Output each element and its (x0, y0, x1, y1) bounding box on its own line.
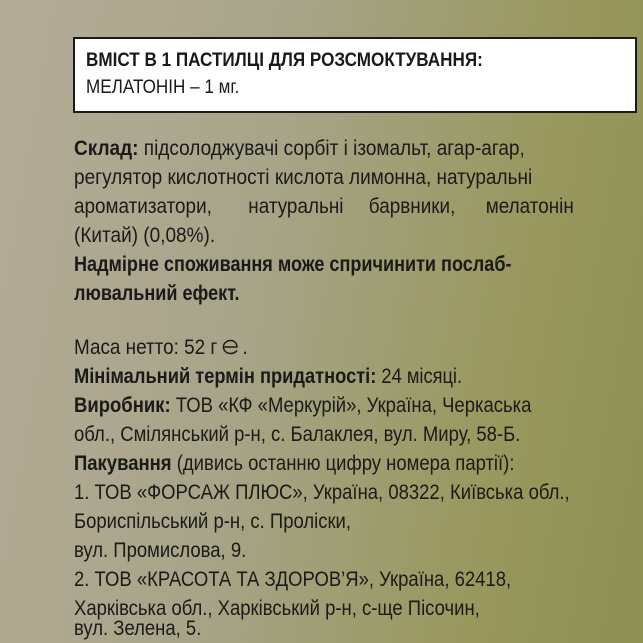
manufacturer-line-2: обл., Смілянський р-н, с. Балаклея, вул. Миру, 58-Б. (74, 423, 521, 446)
warning-line-2: лювальний ефект. (74, 282, 240, 305)
packager-1-line-3: вул. Промислова, 9. (74, 539, 247, 562)
packaging-note: (дивись останню цифру номера партії): (176, 452, 515, 475)
composition-line-2: регулятор кислотності кислота лимонна, натуральні (74, 166, 533, 189)
manufacturer-text-1: ТОВ «КФ «Меркурій», Україна, Черкаська (175, 394, 532, 417)
composition-word: натуральні (248, 195, 344, 218)
warning-line-1: Надмірне споживання може спричинити послаб- (74, 253, 512, 276)
composition-text-1: підсолоджувачі сорбіт і ізомальт, агар-агар, (143, 137, 525, 160)
composition-word: ароматизатори, (74, 195, 212, 218)
packager-2-line-3: вул. Зелена, 5. (74, 617, 202, 640)
packager-2-line-1: 2. ТОВ «КРАСОТА ТА ЗДОРОВ’Я», Україна, 62418, (74, 568, 512, 591)
net-mass-text: Маса нетто: 52 г (74, 336, 218, 359)
packager-2-line-2: Харківська обл., Харківський р-н, с-ще Пісочин, (74, 597, 480, 620)
composition-word: мелатонін (485, 195, 574, 218)
packager-1-line-2: Бориспільський р-н, с. Проліски, (74, 510, 352, 533)
packaging-line (74, 449, 514, 478)
packager-1-line-1: 1. ТОВ «ФОРСАЖ ПЛЮС», Україна, 08322, Київська обл., (74, 481, 570, 504)
manufacturer-label: Виробник: (74, 394, 171, 417)
shelf-life-line (74, 362, 462, 391)
content-per-lozenge-box (73, 37, 637, 113)
composition-label: Склад: (74, 137, 139, 160)
shelf-life-label: Мінімальний термін придатності: (74, 365, 377, 388)
composition-line-4: (Китай) (0,08%). (74, 224, 216, 247)
manufacturer-line-1 (74, 391, 531, 420)
composition-word: барвники, (369, 195, 456, 218)
shelf-life-value: 24 місяці. (381, 365, 463, 388)
content-heading: ВМІСТ В 1 ПАСТИЛЦІ ДЛЯ РОЗСМОКТУВАННЯ: (86, 50, 483, 71)
net-mass: Маса нетто: 52 г . (74, 336, 248, 359)
composition-line-3 (74, 192, 574, 221)
estimated-sign-icon (221, 339, 241, 355)
composition-line-1 (74, 134, 525, 163)
content-value: МЕЛАТОНІН – 1 мг. (86, 77, 240, 98)
packaging-label: Пакування (74, 452, 172, 475)
